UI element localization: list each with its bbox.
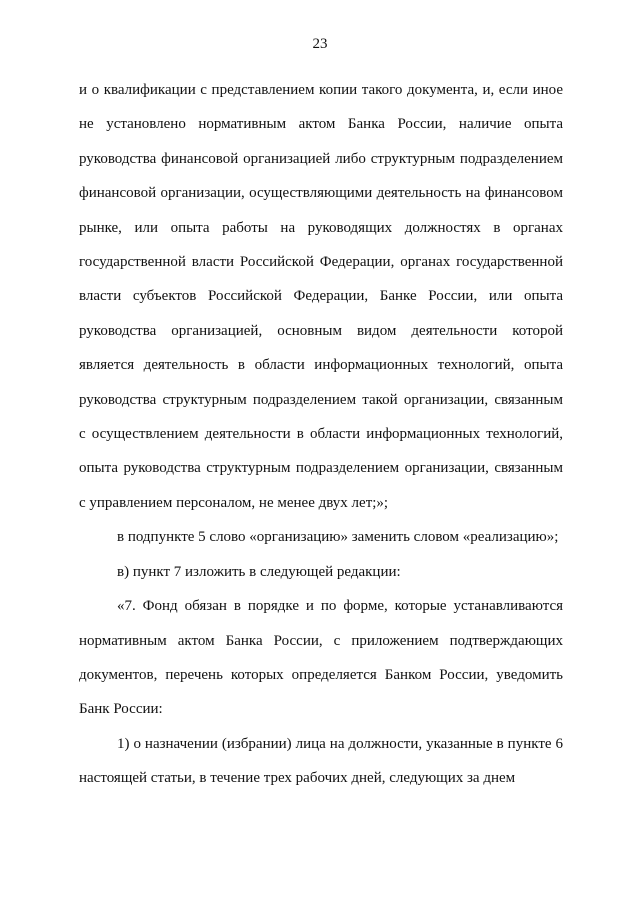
paragraph-qualification <box>79 73 563 520</box>
text-line: 1) о назначении (избрании) лица на должности, указанные в пункте 6 <box>117 735 563 752</box>
text-line: государственной власти Российской Федерации, органах государственной <box>79 254 563 271</box>
paragraph-item-7-subitem-1 <box>79 727 563 796</box>
text-line: Банк России: <box>79 701 163 718</box>
paragraph-subparagraph-5-amendment <box>79 520 563 554</box>
text-line: руководства финансовой организацией либо структурным подразделением <box>79 150 563 167</box>
text-line: нормативным актом Банка России, с приложением подтверждающих <box>79 632 563 649</box>
text-line: и о квалификации с представлением копии такого документа, и, если иное <box>79 82 563 98</box>
text-line: «7. Фонд обязан в порядке и по форме, которые устанавливаются <box>117 598 563 615</box>
text-line: настоящей статьи, в течение трех рабочих дней, следующих за днем <box>79 770 516 787</box>
text-line: руководства структурным подразделением такой организации, связанным <box>79 391 563 408</box>
document-body <box>79 73 563 796</box>
text-line: рынке, или опыта работы на руководящих должностях в органах <box>79 219 563 236</box>
text-line: опыта руководства структурным подразделением организации, связанным <box>79 460 563 477</box>
text-line: в) пункт 7 изложить в следующей редакции: <box>117 563 401 580</box>
paragraph-item-7-text <box>79 589 563 727</box>
text-line: документов, перечень которых определяется Банком России, уведомить <box>79 666 563 683</box>
text-line: с управлением персоналом, не менее двух лет;»; <box>79 494 389 511</box>
text-line: власти субъектов Российской Федерации, Банке России, или опыта <box>79 288 563 305</box>
text-line: не установлено нормативным актом Банка России, наличие опыта <box>79 116 563 133</box>
text-line: в подпункте 5 слово «организацию» заменить словом «реализацию»; <box>117 529 559 546</box>
paragraph-item-7-heading <box>79 555 563 589</box>
text-line: с осуществлением деятельности в области информационных технологий, <box>79 426 563 443</box>
page-number: 23 <box>312 36 328 52</box>
text-line: является деятельность в области информационных технологий, опыта <box>79 357 563 374</box>
text-line: руководства организацией, основным видом деятельности которой <box>79 322 563 339</box>
text-line: финансовой организации, осуществляющими деятельность на финансовом <box>79 185 563 202</box>
